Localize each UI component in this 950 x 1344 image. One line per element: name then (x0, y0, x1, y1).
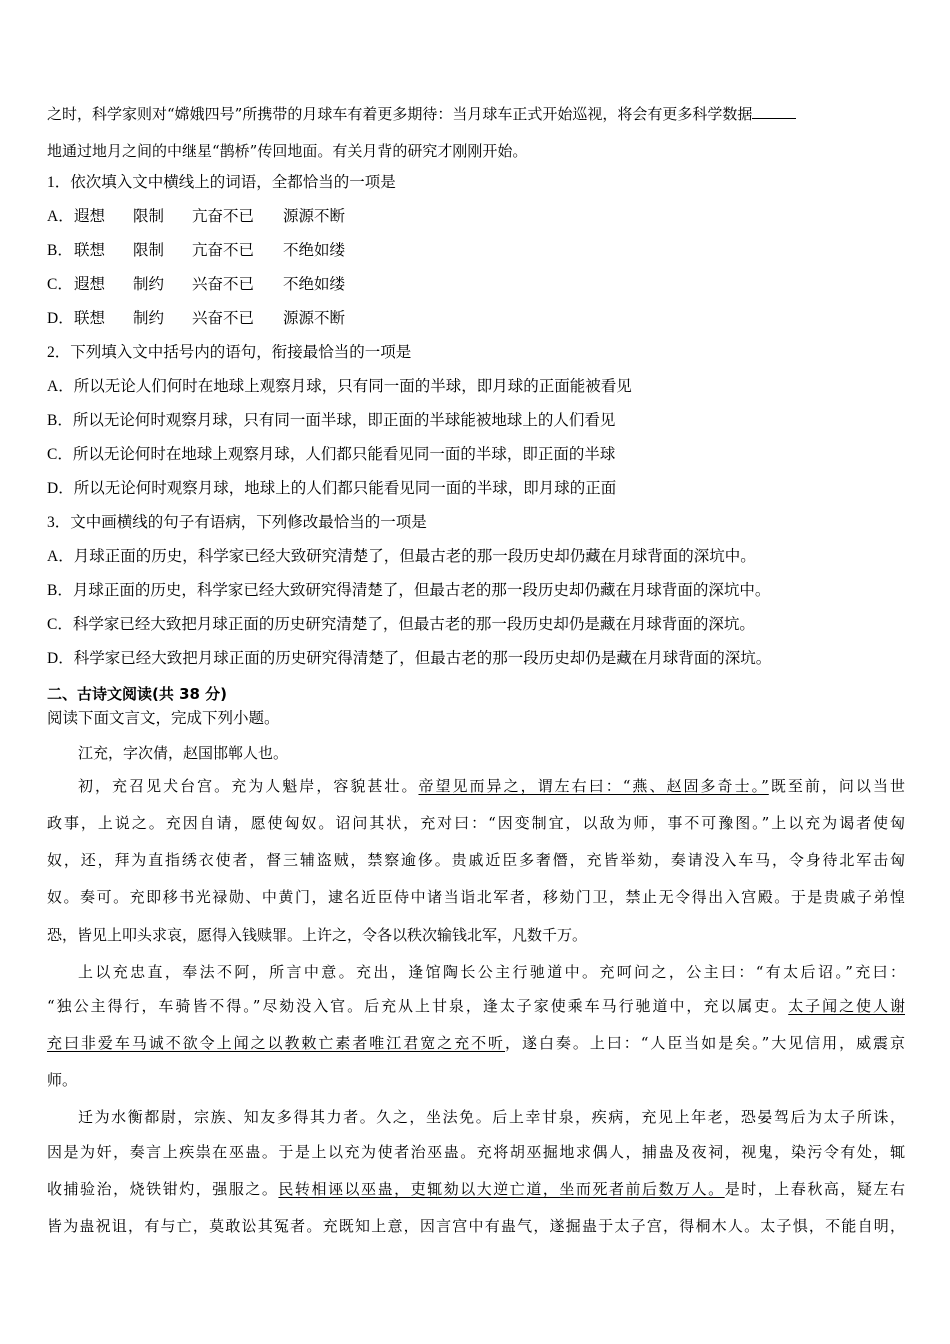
underlined-sentence: 民转相诬以巫蛊，吏辄劾以大逆亡道，坐而死者前后数万人。 (278, 1180, 725, 1198)
passage-para-2-line-2: 政事，上说之。充因自请，愿使匈奴。诏问其状，充对曰：“因变制宜，以敌为师，事不可豫图。”上以充为谒者使匈 (47, 814, 905, 832)
passage-para-3-line-3: 充曰非爱车马诚不欲令上闻之以教敕亡素者唯江君宽之充不听，遂白奏。上曰：“人臣当如是矣。”大见信用，威震京 (47, 1034, 905, 1052)
q1-option-d: D．联想 制约 兴奋不已 源源不断 (47, 310, 346, 327)
q3-option-a: A．月球正面的历史，科学家已经大致研究清楚了，但最古老的那一段历史却仍藏在月球背面的深坑中。 (47, 548, 756, 565)
q2-option-d: D．所以无论何时观察月球，地球上的人们都只能看见同一面的半球，即月球的正面 (47, 480, 617, 497)
passage-para-3-line-1: 上以充忠直，奉法不阿，所言中意。充出，逢馆陶长公主行驰道中。充呵问之，公主曰：“有太后诏。”充曰： (78, 963, 905, 981)
passage-para-2-line-3: 奴，还，拜为直指绣衣使者，督三辅盗贼，禁察逾侈。贵戚近臣多奢僭，充皆举劾，奏请没入车马，令身待北军击匈 (47, 851, 905, 869)
fill-blank (752, 106, 796, 119)
q1-option-a: A．遐想 限制 亢奋不已 源源不断 (47, 208, 346, 225)
passage-para-3-line-4: 师。 (47, 1071, 78, 1089)
passage-para-1: 江充，字次倩，赵国邯郸人也。 (78, 744, 289, 762)
q2-option-a: A．所以无论人们何时在地球上观察月球，只有同一面的半球，即月球的正面能被看见 (47, 378, 632, 395)
section-heading: 二、古诗文阅读(共 38 分) (47, 685, 228, 703)
q1-option-b: B．联想 限制 亢奋不已 不绝如缕 (47, 242, 346, 259)
q2-option-b: B．所以无论何时观察月球，只有同一面半球，即正面的半球能被地球上的人们看见 (47, 412, 616, 429)
q2-stem: 2．下列填入文中括号内的语句，衔接最恰当的一项是 (47, 344, 412, 361)
q2-option-c: C．所以无论何时在地球上观察月球，人们都只能看见同一面的半球，即正面的半球 (47, 446, 616, 463)
underlined-sentence: 充曰非爱车马诚不欲令上闻之以教敕亡素者唯江君宽之充不听 (47, 1034, 506, 1052)
underlined-sentence: 太子闻之使人谢 (788, 997, 905, 1015)
passage-para-3-line-2: “独公主得行，车骑皆不得。”尽劾没入官。后充从上甘泉，逢太子家使乘车马行驰道中，充以属吏。太子闻之使人谢 (47, 997, 905, 1015)
intro-line-2: 地通过地月之间的中继星“鹊桥”传回地面。有关月背的研究才刚刚开始。 (47, 142, 528, 160)
q1-option-c: C．遐想 制约 兴奋不已 不绝如缕 (47, 276, 346, 293)
q3-option-c: C．科学家已经大致把月球正面的历史研究清楚了，但最古老的那一段历史却仍是藏在月球背面的深坑。 (47, 616, 755, 633)
passage-para-4-line-3: 收捕验治，烧铁钳灼，强服之。民转相诬以巫蛊，吏辄劾以大逆亡道，坐而死者前后数万人。是时，上春秋高，疑左右 (47, 1180, 905, 1198)
underlined-sentence: 帝望见而异之，谓左右曰：“燕、赵固多奇士。” (418, 777, 769, 795)
q3-option-b: B．月球正面的历史，科学家已经大致研究得清楚了，但最古老的那一段历史却仍藏在月球背面的深坑中。 (47, 582, 771, 599)
passage-para-2-line-5: 恐，皆见上叩头求哀，愿得入钱赎罪。上许之，令各以秩次输钱北军，凡数千万。 (47, 926, 588, 944)
passage-para-4-line-1: 迁为水衡都尉，宗族、知友多得其力者。久之，坐法免。后上幸甘泉，疾病，充见上年老，恐晏驾后为太子所诛， (78, 1108, 905, 1126)
passage-para-4-line-2: 因是为奸，奏言上疾祟在巫蛊。于是上以充为使者治巫蛊。充将胡巫掘地求偶人，捕蛊及夜祠，视鬼，染污令有处，辄 (47, 1143, 905, 1161)
passage-para-2-line-1: 初，充召见犬台宫。充为人魁岸，容貌甚壮。帝望见而异之，谓左右曰：“燕、赵固多奇士。”既至前，问以当世 (78, 777, 905, 795)
q1-stem: 1．依次填入文中横线上的词语，全都恰当的一项是 (47, 174, 396, 191)
passage-para-4-line-4: 皆为蛊祝诅，有与亡，莫敢讼其冤者。充既知上意，因言宫中有蛊气，遂掘蛊于太子宫，得桐木人。太子惧，不能自明， (47, 1217, 905, 1235)
q3-stem: 3．文中画横线的句子有语病，下列修改最恰当的一项是 (47, 514, 427, 531)
section-instruction: 阅读下面文言文，完成下列小题。 (47, 710, 280, 727)
passage-para-2-line-4: 奴。奏可。充即移书光禄勋、中黄门，逮名近臣侍中诸当诣北军者，移劾门卫，禁止无令得出入宫殿。于是贵戚子弟惶 (47, 888, 905, 906)
intro-line-1: 之时，科学家则对“嫦娥四号”所携带的月球车有着更多期待：当月球车正式开始巡视，将会有更多科学数据 (47, 104, 796, 124)
q3-option-d: D．科学家已经大致把月球正面的历史研究得清楚了，但最古老的那一段历史却仍是藏在月球背面的深坑。 (47, 650, 772, 667)
